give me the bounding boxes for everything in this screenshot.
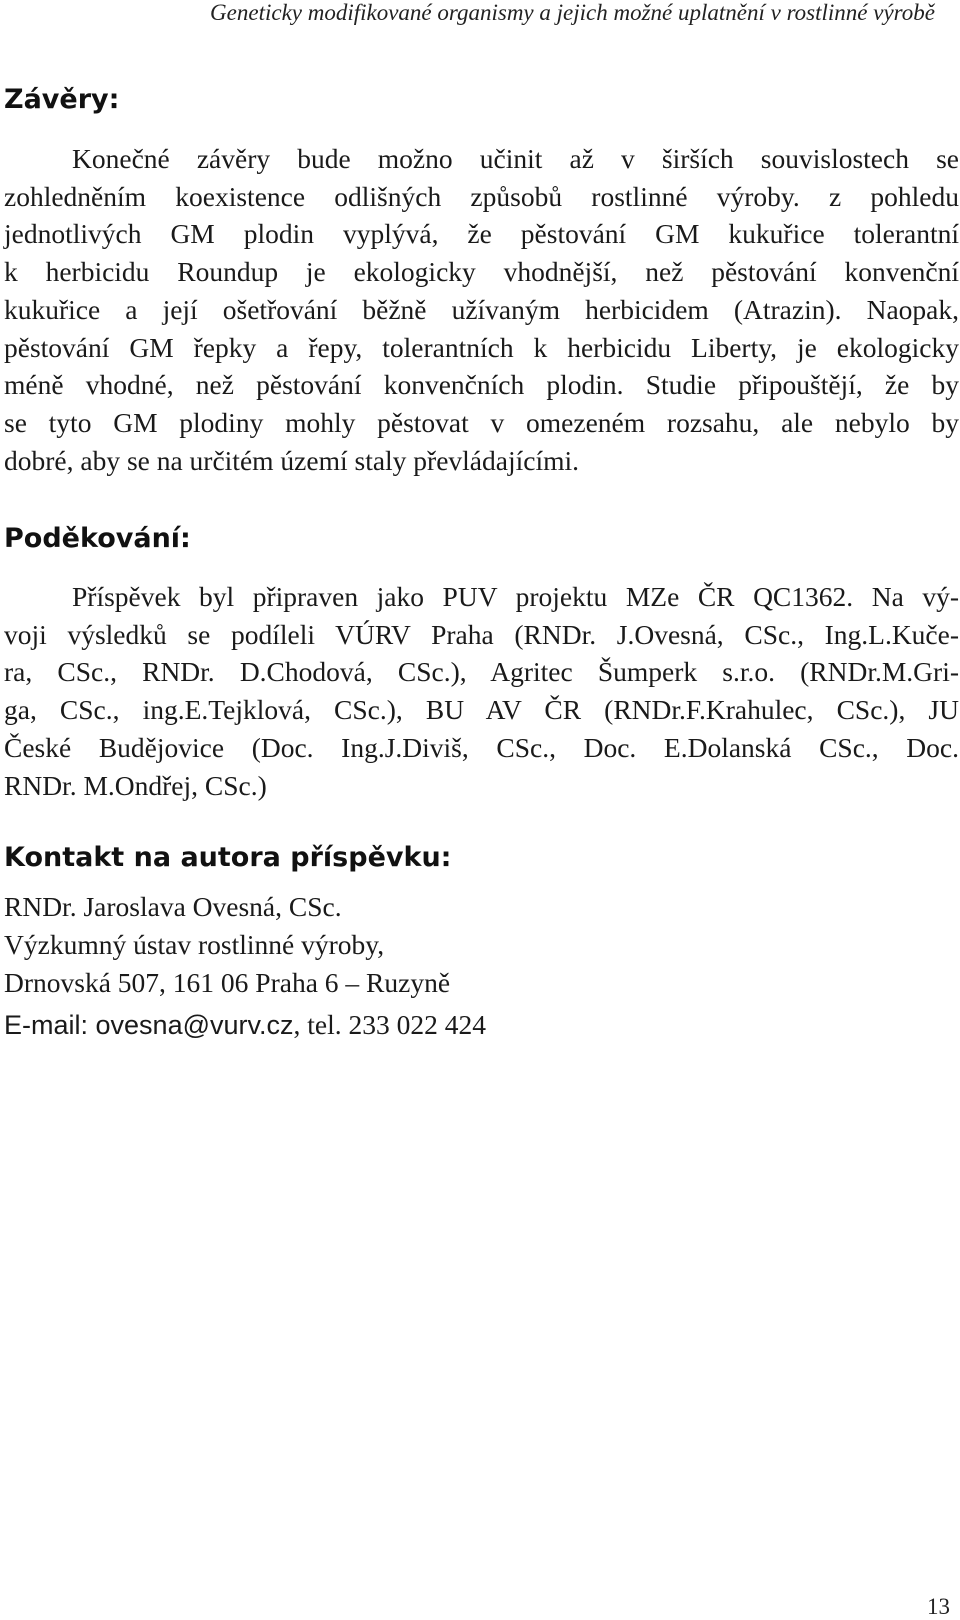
acknowledgements-line: České Budějovice (Doc. Ing.J.Diviš, CSc., Doc. E.Dolanská CSc., Doc. [4, 731, 959, 763]
acknowledgements-line: voji výsledků se podíleli VÚRV Praha (RNDr. J.Ovesná, CSc., Ing.L.Kuče- [4, 618, 959, 650]
acknowledgements-line: Příspěvek byl připraven jako PUV projektu MZe ČR QC1362. Na vý- [72, 581, 959, 612]
email-label: E-mail: [4, 1010, 96, 1040]
conclusions-line: pěstování GM řepky a řepy, tolerantních k herbicidu Liberty, je ekologicky [4, 331, 959, 363]
conclusions-line: zohledněním koexistence odlišných způsobů rostlinné výroby. z pohledu [4, 180, 959, 212]
page-number: 13 [927, 1594, 950, 1619]
phone-text: , tel. 233 022 424 [293, 1009, 486, 1040]
conclusions-line: Konečné závěry bude možno učinit až v širších souvislostech se [72, 143, 959, 174]
conclusions-paragraph [4, 140, 959, 479]
acknowledgements-paragraph [4, 578, 959, 804]
contact-name: RNDr. Jaroslava Ovesná, CSc. [4, 891, 342, 922]
contact-email-line [4, 1006, 486, 1045]
conclusions-line: dobré, aby se na určitém území staly převládajícími. [4, 444, 580, 476]
contact-institute: Výzkumný ústav rostlinné výroby, [4, 929, 385, 960]
conclusions-line: k herbicidu Roundup je ekologicky vhodnější, než pěstování konvenční [4, 256, 959, 288]
conclusions-line: méně vhodné, než pěstování konvenčních plodin. Studie připouštějí, že by [4, 369, 959, 401]
acknowledgements-line: ra, CSc., RNDr. D.Chodová, CSc.), Agritec Šumperk s.r.o. (RNDr.M.Gri- [4, 656, 959, 688]
conclusions-heading: Závěry: [4, 84, 120, 115]
conclusions-line: jednotlivých GM plodin vyplývá, že pěstování GM kukuřice tolerantní [4, 218, 959, 250]
acknowledgements-heading: Poděkování: [4, 523, 191, 554]
acknowledgements-line: ga, CSc., ing.E.Tejklová, CSc.), BU AV ČR (RNDr.F.Krahulec, CSc.), JU [4, 694, 959, 726]
acknowledgements-line: RNDr. M.Ondřej, CSc.) [4, 769, 267, 801]
contact-address: Drnovská 507, 161 06 Praha 6 – Ruzyně [4, 967, 451, 998]
conclusions-line: se tyto GM plodiny mohly pěstovat v omezeném rozsahu, ale nebylo by [4, 406, 959, 438]
email-link[interactable]: ovesna@vurv.cz [95, 1010, 294, 1040]
running-header: Geneticky modifikované organismy a jejich možné uplatnění v rostlinné výrobě [210, 0, 935, 25]
conclusions-line: kukuřice a její ošetřování běžně užívaným herbicidem (Atrazin). Naopak, [4, 293, 959, 325]
contact-heading: Kontakt na autora příspěvku: [4, 842, 452, 873]
